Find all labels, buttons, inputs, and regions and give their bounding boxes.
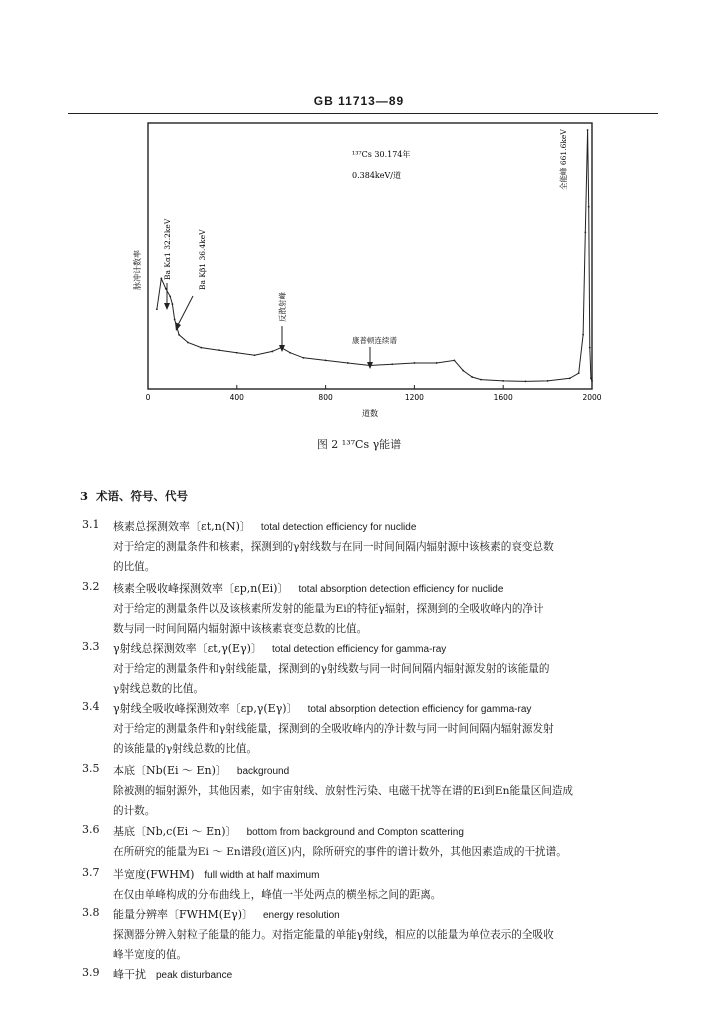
term-chinese: 核素全吸收峰探测效率〔εp,n(Ei)〕 <box>113 582 289 595</box>
figure-caption: 图 2 ¹³⁷Cs γ能谱 <box>316 438 402 451</box>
spectrum-point-22 <box>453 360 455 362</box>
resolution-label: 0.384keV/道 <box>352 171 401 180</box>
spectrum-point-1 <box>160 278 162 280</box>
spectrum-point-7 <box>187 342 189 344</box>
item-number: 3.7 <box>82 866 100 879</box>
spectrum-point-3 <box>169 296 171 298</box>
item-description-line: 的计数。 <box>113 805 156 817</box>
compton-annotation: 康普顿连续谱 <box>352 336 397 345</box>
term-chinese: 基底〔Nb,c(Ei ～ En)〕 <box>113 825 237 838</box>
spectrum-point-12 <box>271 351 273 353</box>
spectrum-point-8 <box>200 347 202 349</box>
item-description-line: 除被测的辐射源外，其他因素，如宇宙射线、放射性污染、电磁干扰等在谱的Ei到En能量区间造成 <box>113 785 574 797</box>
term-english: total absorption detection efficiency for gamma-ray <box>307 704 532 715</box>
term-english: total absorption detection efficiency for nuclide <box>298 584 504 595</box>
item-description-line: 对于给定的测量条件以及该核素所发射的能量为Ei的特征γ辐射，探测到的全吸收峰内的净计 <box>113 603 544 615</box>
term-chinese: γ射线全吸收峰探测效率〔εp,γ(Eγ)〕 <box>113 702 298 715</box>
spectrum-point-37 <box>591 380 593 382</box>
item-description-line: 探测器分辨入射粒子能量的能力。对指定能量的单能γ射线，相应的以能量为单位表示的全吸收 <box>113 929 554 941</box>
item-description-line: 的该能量的γ射线总数的比值。 <box>113 743 258 755</box>
spectrum-point-9 <box>218 349 220 351</box>
spectrum-point-28 <box>547 380 549 382</box>
item-term <box>113 866 319 882</box>
spectrum-point-0 <box>156 308 158 310</box>
item-number: 3.2 <box>82 580 100 593</box>
section-number: 3 <box>80 489 89 503</box>
spectrum-point-10 <box>236 352 238 354</box>
x-tick-label-0: 0 <box>145 393 151 402</box>
spectrum-point-23 <box>462 370 464 372</box>
x-tick-label-3: 1200 <box>404 393 424 402</box>
item-term <box>113 823 464 839</box>
y-axis-label: 脉冲计数率 <box>133 250 142 290</box>
term-english: peak disturbance <box>156 970 233 981</box>
spectrum-point-19 <box>391 363 393 365</box>
x-tick-label-1: 400 <box>229 393 244 402</box>
backscatter-annotation: 反散射峰 <box>278 292 287 322</box>
item-description-line: γ射线总数的比值。 <box>113 683 205 695</box>
spectrum-point-15 <box>303 357 305 359</box>
x-tick-label-5: 2000 <box>582 393 602 402</box>
item-description-line: 数与同一时间间隔内辐射源中该核素衰变总数的比值。 <box>113 623 368 635</box>
term-english: full width at half maximum <box>204 870 320 881</box>
item-term <box>113 906 340 922</box>
x-tick-label-2: 800 <box>318 393 333 402</box>
spectrum-point-4 <box>172 303 174 305</box>
spectrum-point-25 <box>480 379 482 381</box>
spectrum-point-29 <box>569 377 571 379</box>
item-number: 3.6 <box>82 823 100 836</box>
item-term <box>113 762 289 778</box>
item-number: 3.9 <box>82 966 100 979</box>
item-term <box>113 966 232 982</box>
term-english: total detection efficiency for nuclide <box>260 522 417 533</box>
item-number: 3.8 <box>82 906 100 919</box>
ka-annotation: Ba Kα1 32.2keV <box>163 218 172 280</box>
term-chinese: 能量分辨率〔FWHM(Eγ)〕 <box>113 908 253 921</box>
item-description-line: 对于给定的测量条件和γ射线能量，探测到的全吸收峰内的净计数与同一时间间隔内辐射源发射 <box>113 723 554 735</box>
spectrum-point-17 <box>347 362 349 364</box>
spectrum-point-21 <box>436 362 438 364</box>
spectrum-point-6 <box>178 334 180 336</box>
item-number: 3.3 <box>82 640 100 653</box>
spectrum-point-31 <box>582 334 584 336</box>
item-description-line: 在所研究的能量为Ei ～ En谱段(道区)内，除所研究的事件的谱计数外，其他因素造成的干扰谱。 <box>113 846 567 858</box>
item-description-line: 对于给定的测量条件和核素，探测到的γ射线数与在同一时间间隔内辐射源中该核素的衰变总数 <box>113 541 554 553</box>
gamma-spectrum-chart <box>0 0 718 430</box>
spectrum-point-35 <box>589 347 591 349</box>
x-tick-label-4: 1600 <box>493 393 513 402</box>
item-number: 3.1 <box>82 518 100 531</box>
standard-code-header: GB 11713—89 <box>313 94 405 108</box>
term-english: bottom from background and Compton scattering <box>246 827 464 838</box>
spectrum-point-36 <box>590 377 592 379</box>
term-chinese: 峰干扰 <box>113 968 146 981</box>
x-axis-label: 道数 <box>362 409 378 418</box>
item-number: 3.5 <box>82 762 100 775</box>
kb-annotation: Ba Kβ1 36.4keV <box>198 229 207 290</box>
term-chinese: 半宽度(FWHM) <box>113 868 195 881</box>
term-chinese: γ射线总探测效率〔εt,γ(Eγ)〕 <box>113 642 262 655</box>
kb-arrow <box>178 296 193 325</box>
item-term <box>113 640 446 656</box>
spectrum-point-32 <box>584 232 586 234</box>
item-description-line: 峰半宽度的值。 <box>113 949 188 961</box>
spectrum-point-14 <box>289 352 291 354</box>
item-description-line: 在仅由单峰构成的分布曲线上，峰值一半处两点的横坐标之间的距离。 <box>113 889 442 901</box>
spectrum-point-26 <box>502 380 504 382</box>
item-term <box>113 700 531 716</box>
spectrum-point-5 <box>174 319 176 321</box>
spectrum-point-27 <box>525 380 527 382</box>
section-title-text: 术语、符号、代号 <box>96 489 189 503</box>
term-chinese: 核素总探测效率〔εt,n(N)〕 <box>113 520 251 533</box>
item-term <box>113 580 503 596</box>
spectrum-point-34 <box>588 206 590 208</box>
spectrum-point-30 <box>578 372 580 374</box>
ka-arrowhead <box>164 303 170 310</box>
source-label: ¹³⁷Cs 30.174年 <box>352 150 411 159</box>
spectrum-point-2 <box>165 288 167 290</box>
item-description-line: 对于给定的测量条件和γ射线能量，探测到的γ射线数与同一时间间隔内辐射源发射的该能量的 <box>113 663 550 675</box>
spectrum-point-20 <box>414 362 416 364</box>
term-english: energy resolution <box>262 910 340 921</box>
spectrum-point-33 <box>587 129 589 131</box>
item-number: 3.4 <box>82 700 100 713</box>
spectrum-point-24 <box>471 376 473 378</box>
fullpeak-annotation: 全能峰 661.6keV <box>559 129 568 190</box>
term-english: background <box>236 766 290 777</box>
spectrum-point-16 <box>325 360 327 362</box>
term-chinese: 本底〔Nb(Ei ～ En)〕 <box>113 764 227 777</box>
term-english: total detection efficiency for gamma-ray <box>271 644 447 655</box>
item-term <box>113 518 416 534</box>
section-heading <box>80 488 188 504</box>
item-description-line: 的比值。 <box>113 561 156 573</box>
x-axis-tick-labels <box>146 393 602 402</box>
spectrum-point-11 <box>254 354 256 356</box>
